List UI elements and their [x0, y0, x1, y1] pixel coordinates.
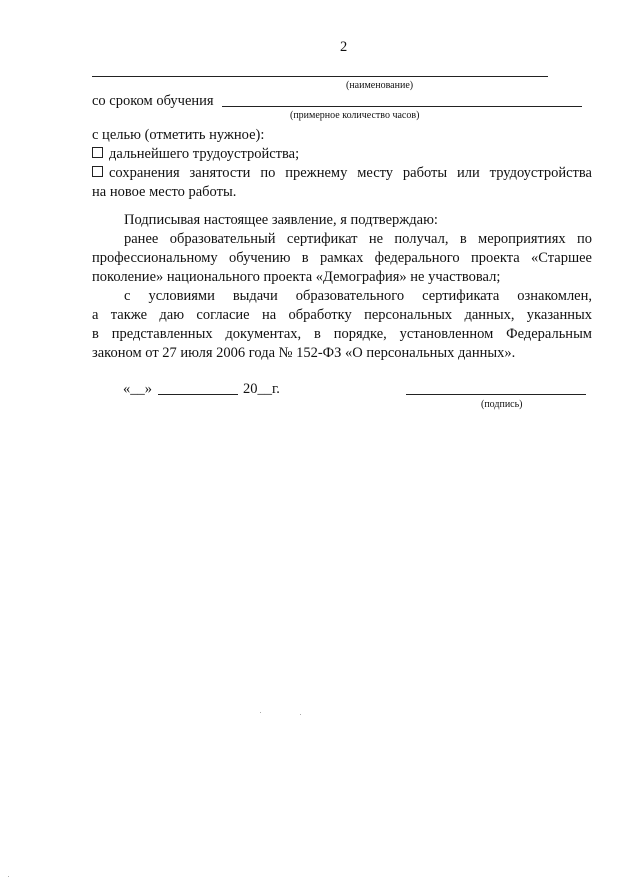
clause2-line: законом от 27 июля 2006 года № 152-ФЗ «О персональных данных».	[92, 345, 516, 361]
clause2-line: а также даю согласие на обработку персональных данных, указанных	[92, 307, 592, 323]
name-caption: (наименование)	[346, 80, 414, 91]
name-blank-line	[92, 76, 548, 77]
checkbox-icon[interactable]	[92, 147, 103, 158]
hours-caption: (примерное количество часов)	[290, 110, 420, 121]
clause2-line: с условиями выдачи образовательного сертификата ознакомлен,	[124, 288, 592, 304]
clause1-line: поколение» национального проекта «Демография» не участвовал;	[92, 269, 501, 285]
page-number: 2	[340, 39, 348, 55]
scan-speck	[260, 712, 261, 713]
date-open: «__»	[123, 381, 152, 397]
scan-speck	[300, 714, 301, 715]
purpose-option-2-continuation: на новое место работы.	[92, 184, 237, 200]
signature-blank-line	[406, 394, 586, 395]
purpose-heading: с целью (отметить нужное):	[92, 127, 265, 143]
signature-caption: (подпись)	[481, 399, 523, 410]
purpose-option-2	[92, 164, 592, 183]
hours-blank-line	[222, 106, 582, 107]
clause2-line: в представленных документах, в порядке, установленном Федеральным	[92, 326, 592, 342]
purpose-option-1-label: дальнейшего трудоустройства;	[109, 146, 300, 162]
clause1-line: профессиональному обучению в рамках федерального проекта «Старшее	[92, 250, 592, 266]
date-blank-line	[158, 394, 238, 395]
date-year: 20__г.	[243, 381, 280, 397]
confirmation-intro: Подписывая настоящее заявление, я подтверждаю:	[124, 212, 438, 228]
purpose-option-1	[92, 145, 299, 164]
term-label: со сроком обучения	[92, 93, 214, 109]
scan-speck	[8, 876, 9, 877]
checkbox-icon[interactable]	[92, 166, 103, 177]
purpose-option-2-label: сохранения занятости по прежнему месту работы или трудоустройства	[109, 165, 592, 181]
clause1-line: ранее образовательный сертификат не получал, в мероприятиях по	[124, 231, 592, 247]
